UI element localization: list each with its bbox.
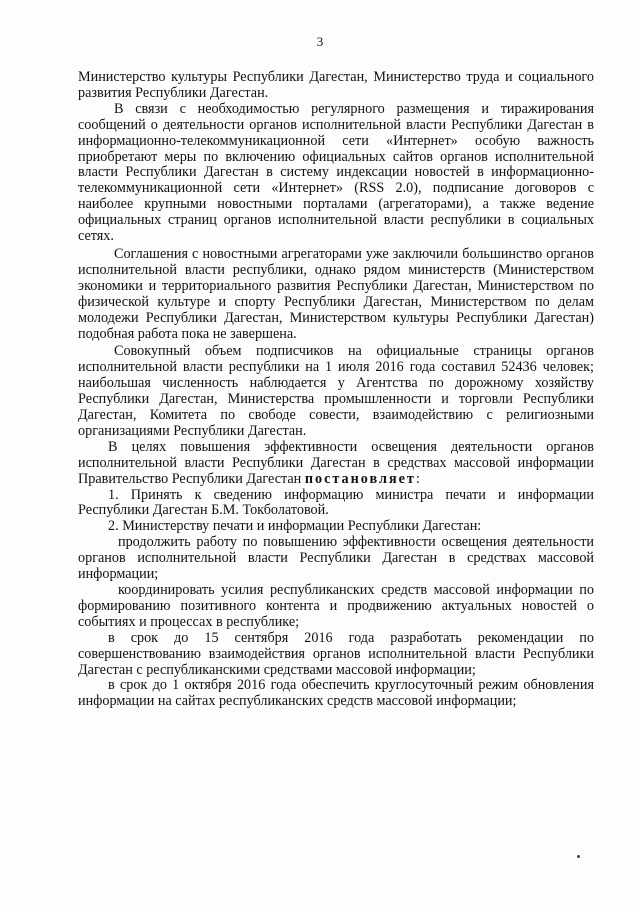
resolution-colon: : [415,470,420,487]
subitem-round-the-clock-updates: в срок до 1 октября 2016 года обеспечить круглосуточный режим обновления информации на сайтах республиканских средств массовой информации; [78,677,594,710]
subitem-continue-work: продолжить работу по повышению эффективности освещения деятельности органов исполнительной власти Республики Дагестан в средствах массовой информации; [78,534,594,583]
paragraph-subscribers: Совокупный объем подписчиков на официальные страницы органов исполнительной власти республики на 1 июля 2016 года составил 52436 человек; наибольшая численность наблюдается у Агентства по дорожному хозяйству Республики Дагестан, Министерства промышленности и торговли Республики Дагестан, Комитета по свободе совести, взаимодействию с религиозными организациями Республики Дагестан. [78,343,594,439]
item-2-ministry-header: 2. Министерству печати и информации Республики Дагестан: [108,518,482,535]
resolution-keyword: постановляет [304,470,416,487]
paragraph-context: В связи с необходимостью регулярного размещения и тиражирования сообщений о деятельности органов исполнительной власти Республики Дагестан в информационно-телекоммуникационной сети «Интернет» особую важность приобретают меры по включению официальных сайтов органов исполнительной власти Республики Дагестан в систему индексации новостей в информационно-телекоммуникационной сети «Интернет» (RSS 2.0), подписание договоров с наиболее крупными новостными порталами (агрегаторами), а также ведение официальных страниц органов исполнительной власти республики в социальных сетях. [78,100,594,245]
paragraph-resolution-intro [78,440,594,488]
paragraph-ministries-continued: Министерство культуры Республики Дагестан, Министерство труда и социального развития Республики Дагестан. [78,69,594,101]
page-number: 3 [316,34,324,49]
subitem-coordinate-media: координировать усилия республиканских средств массовой информации по формированию позитивного контента и продвижению актуальных новостей о событиях и процессах в республике; [78,582,594,630]
subitem-develop-recommendations: в срок до 15 сентября 2016 года разработать рекомендации по совершенствованию взаимодействия органов исполнительной власти Республики Дагестан с республиканскими средствами массовой информации; [78,629,594,678]
resolution-intro-text: В целях повышения эффективности освещения деятельности органов исполнительной власти Республики Дагестан в средствах массовой информации Правительство Республики Дагестан [78,438,594,487]
paragraph-aggregators: Соглашения с новостными агрегаторами уже заключили большинство органов исполнительной власти республики, однако рядом министерств (Министерством экономики и территориального развития Республики Дагестан, Министерством по физической культуре и спорту Республики Дагестан, Министерством по делам молодежи Республики Дагестан, Министерством культуры Республики Дагестан) подобная работа пока не завершена. [78,245,594,342]
scan-speck [577,855,580,858]
item-1-accept-information: 1. Принять к сведению информацию министра печати и информации Республики Дагестан Б.М. Токболатовой. [78,486,594,519]
document-body [78,70,594,710]
